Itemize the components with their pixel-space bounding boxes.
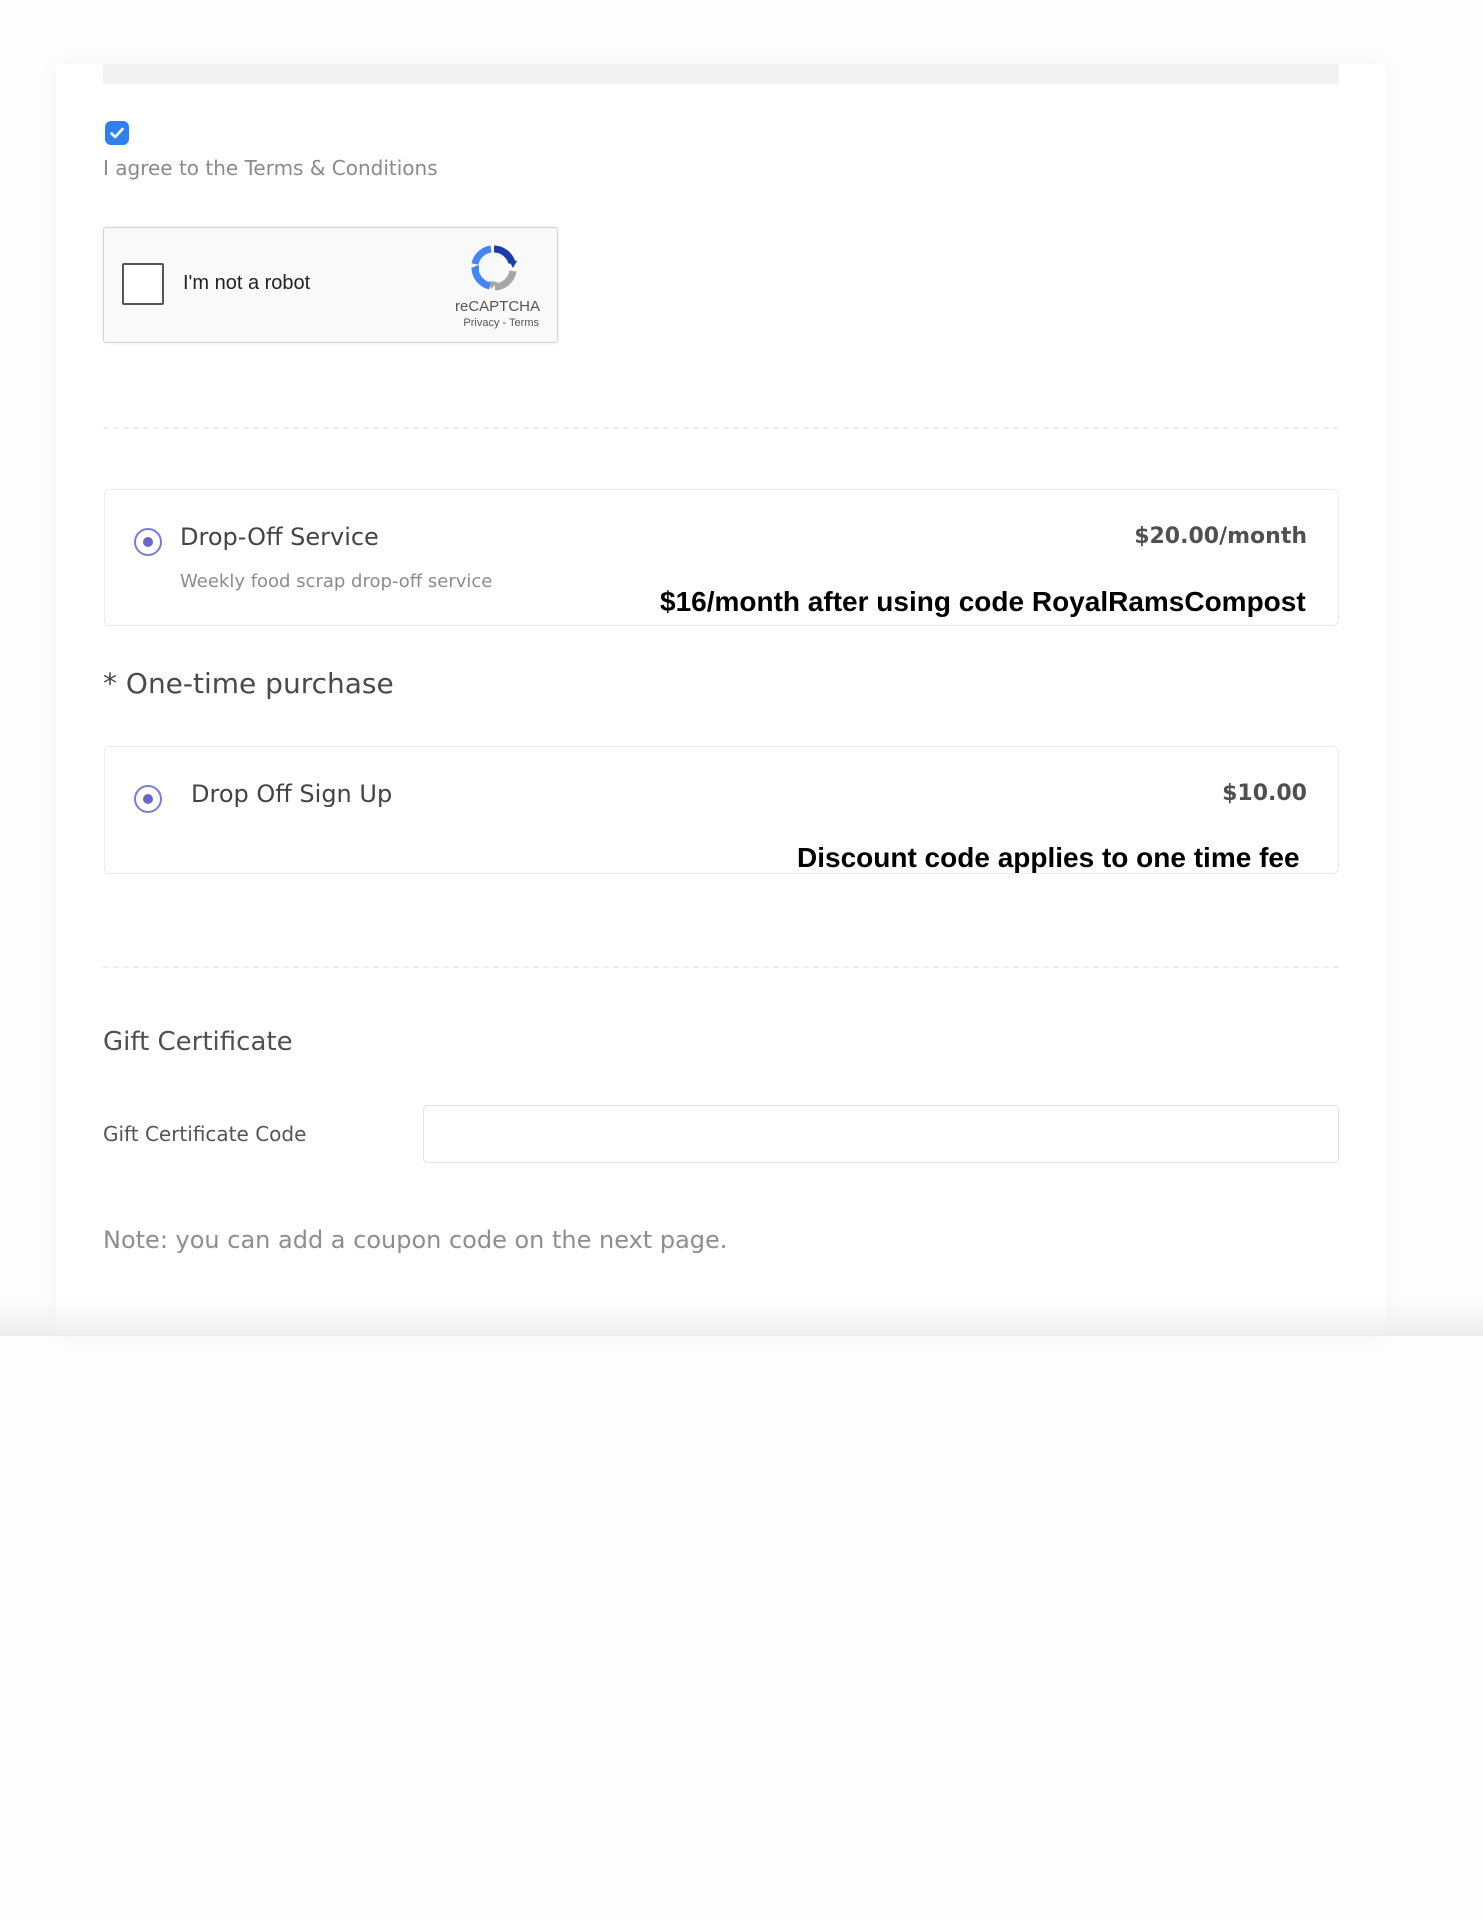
recaptcha-brand: reCAPTCHA <box>454 298 540 315</box>
recaptcha-label: I'm not a robot <box>183 272 311 294</box>
one-time-purchase-heading: * One-time purchase <box>103 667 394 700</box>
recaptcha-privacy-link[interactable]: Privacy <box>463 317 500 329</box>
recaptcha-logo-icon <box>469 243 519 293</box>
drop-off-sign-up-title: Drop Off Sign Up <box>191 780 393 808</box>
one-time-discount-note: Discount code applies to one time fee <box>797 842 1300 873</box>
drop-off-service-description: Weekly food scrap drop-off service <box>180 571 493 592</box>
gift-certificate-code-label: Gift Certificate Code <box>103 1122 307 1146</box>
checkmark-icon <box>108 124 126 142</box>
section-divider <box>103 966 1339 968</box>
recaptcha-separator: - <box>502 317 507 329</box>
drop-off-sign-up-price: $10.00 <box>1222 781 1307 806</box>
recaptcha-links <box>463 317 539 329</box>
drop-off-service-price: $20.00/month <box>1134 524 1307 549</box>
previous-field-bottom-edge <box>103 64 1339 84</box>
gift-certificate-heading: Gift Certificate <box>103 1027 293 1057</box>
drop-off-sign-up-radio[interactable] <box>134 785 162 813</box>
drop-off-service-title: Drop-Off Service <box>180 523 379 551</box>
gift-certificate-code-input[interactable] <box>423 1105 1339 1163</box>
terms-checkbox[interactable] <box>105 121 129 145</box>
recaptcha-widget <box>103 227 558 343</box>
terms-label: I agree to the Terms & Conditions <box>103 156 438 180</box>
subscription-discount-note: $16/month after using code RoyalRamsCompost <box>660 586 1306 617</box>
recaptcha-checkbox[interactable] <box>122 263 164 305</box>
coupon-note: Note: you can add a coupon code on the next page. <box>103 1226 728 1254</box>
recaptcha-terms-link[interactable]: Terms <box>509 317 539 329</box>
panel-bottom-shadow <box>0 1300 1483 1336</box>
section-divider <box>103 427 1339 429</box>
drop-off-service-radio[interactable] <box>134 528 162 556</box>
